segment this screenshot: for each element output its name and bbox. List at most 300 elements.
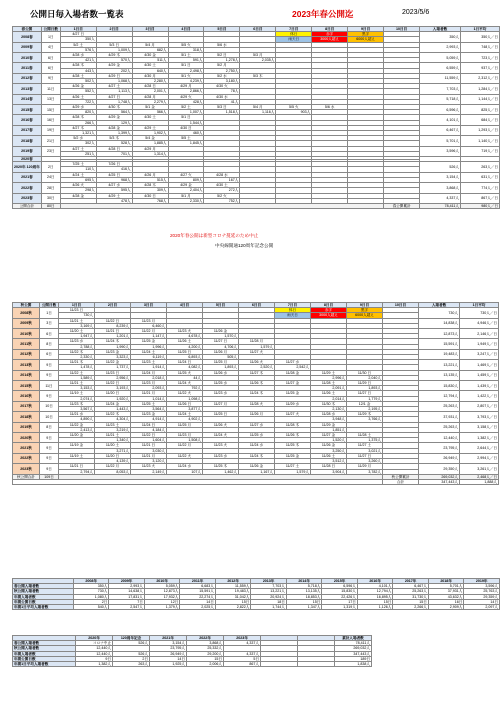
column-header: 2019年 xyxy=(464,579,500,584)
table-cell: 1,382人 xyxy=(76,662,113,667)
column-header: 2018年 xyxy=(428,579,464,584)
season-total: 5,718人 xyxy=(420,94,461,104)
day-visitors: 78人 xyxy=(204,89,240,94)
day-date: 11/26 日 xyxy=(167,401,203,406)
day-date: 11/22 金 xyxy=(59,422,95,427)
grand-average: 1,888人 xyxy=(460,479,499,484)
season-total: 25,263人 xyxy=(419,422,460,432)
day-visitors: 2,413人 xyxy=(59,427,95,432)
day-date: 11/29 日 xyxy=(347,381,383,386)
day-date: 11/23 土 xyxy=(131,360,167,365)
season-year: 2012春 xyxy=(13,73,42,83)
column-header: 2023年 xyxy=(224,636,261,641)
daily-average: 1,144人／日 xyxy=(460,94,499,104)
season-year: 2018春 xyxy=(13,136,42,146)
day-date: 5/5 土 xyxy=(168,136,204,141)
day-visitors: 8,053人 xyxy=(95,469,131,474)
day-date: 11/19 金 xyxy=(59,443,95,448)
column-header: 2010年 xyxy=(144,579,180,584)
day-date: 5/3 月 xyxy=(240,53,276,58)
season-year: 2016秋 xyxy=(13,391,40,401)
column-header: 2008年 xyxy=(74,579,109,584)
day-date: 11/25 金 xyxy=(275,453,311,458)
day-visitors: 3,271人 xyxy=(95,448,131,453)
day-date: 11/22 火 xyxy=(167,391,203,396)
day-visitors: 570人 xyxy=(96,58,132,63)
day-date: 11/24 日 xyxy=(167,360,203,365)
day-visitors: 820人 xyxy=(60,110,96,115)
day-date: 4/28 月 xyxy=(132,94,168,99)
day-date: 5/1 土 xyxy=(168,53,204,58)
table-cell: 2日 xyxy=(74,599,109,604)
day-visitors: 682人 xyxy=(132,47,168,52)
table-cell: 22,426人 xyxy=(322,594,358,599)
daily-average: 730人／日 xyxy=(460,308,499,318)
row-label: 年間1日平均入場者数 xyxy=(13,605,74,610)
day-date: 4/29 木 xyxy=(96,53,132,58)
day-visitors: 4,678人 xyxy=(167,334,203,339)
day-date: 11/21 日 xyxy=(95,329,131,334)
day-date: 11/25 日 xyxy=(167,349,203,354)
day-date: 4/27 水 xyxy=(96,183,132,188)
day-visitors: 443人 xyxy=(60,68,96,73)
day-date: 11/30 日 xyxy=(347,370,383,375)
day-date: 11/29 土 xyxy=(311,370,347,375)
day-date: 11/24 木 xyxy=(95,339,131,344)
daily-average: 3,158人／日 xyxy=(460,422,499,432)
day-date: 12/1 金 xyxy=(347,401,383,406)
day-visitors: 2,149人 xyxy=(131,469,167,474)
day-visitors: 528人 xyxy=(96,141,132,146)
day-visitors: 2,520人 xyxy=(239,365,275,370)
column-header: 2020年 xyxy=(76,636,113,641)
day-date: 11/28 日 xyxy=(311,464,347,469)
table-cell: 15,830人 xyxy=(322,589,358,594)
day-date: 11/25 水 xyxy=(203,381,239,386)
season-total: 3,868人 xyxy=(420,183,461,193)
column-header: 2013年 xyxy=(251,579,287,584)
table-cell: コロナ中止 xyxy=(76,641,113,646)
table-cell: 269,032人 xyxy=(335,646,372,651)
day-date: 11/23 水 xyxy=(203,391,239,396)
table-cell: 31,730人 xyxy=(393,594,429,599)
day-visitors: 202人 xyxy=(96,68,132,73)
day-date: 4/24 土 xyxy=(60,172,96,177)
day-date: 4/28 金 xyxy=(60,193,96,198)
daily-average: 723人／日 xyxy=(460,53,499,63)
day-date: 11/20 土 xyxy=(59,329,95,334)
day-date: 11/26 水 xyxy=(203,370,239,375)
day-date: 11/27 水 xyxy=(239,422,275,427)
table-cell: 5,059人 xyxy=(144,584,180,589)
day-date: 11/23 土 xyxy=(95,422,131,427)
day-date: 11/27 日 xyxy=(347,453,383,458)
day-date: 11/23 日 xyxy=(59,308,95,313)
day-visitors: 1,544人 xyxy=(168,120,204,125)
open-days: 16日 xyxy=(41,115,60,125)
cumulative-total: 78,411人 xyxy=(420,203,461,208)
row-label: 年間公開日数 xyxy=(13,599,74,604)
column-header: 累計入場者数 xyxy=(335,636,372,641)
day-visitors: 3,030人 xyxy=(131,448,167,453)
spring-range-title: 2023年春公開迄 xyxy=(292,9,354,19)
table-row xyxy=(13,605,500,610)
day-visitors: 302人 xyxy=(60,141,96,146)
table-cell: 11,559人 xyxy=(215,584,251,589)
day-visitors: 2,001人 xyxy=(132,89,168,94)
day-visitors: 3,564人 xyxy=(131,407,167,412)
day-visitors: 3,323人 xyxy=(95,355,131,360)
table-cell: 526人 xyxy=(113,651,150,656)
column-header: 2021年 xyxy=(150,636,187,641)
day-date: 11/29 月 xyxy=(347,464,383,469)
open-days: 21日 xyxy=(41,136,60,146)
day-visitors: 3,877人 xyxy=(167,407,203,412)
column-header: 3日目 xyxy=(131,303,167,308)
day-date: 11/26 金 xyxy=(311,443,347,448)
day-visitors: 2,035人 xyxy=(240,58,276,63)
open-days: 9日 xyxy=(40,453,59,463)
day-date: 11/26 月 xyxy=(239,412,275,417)
day-visitors: 1,399人 xyxy=(96,131,132,136)
day-date: 5/4 月 xyxy=(132,42,168,47)
day-visitors: 1,508人 xyxy=(167,438,203,443)
day-visitors: 8,239人 xyxy=(95,323,131,328)
yearly-summary-table xyxy=(12,578,500,610)
day-visitors: 129人 xyxy=(96,120,132,125)
open-days: 8日 xyxy=(40,339,59,349)
column-header: 7日目 xyxy=(275,303,311,308)
day-date: 5/5 火 xyxy=(276,105,312,110)
day-date: 4/29 金 xyxy=(168,183,204,188)
table-cell xyxy=(298,662,335,667)
day-date: 5/4 金 xyxy=(132,136,168,141)
total-days: 109日 xyxy=(40,474,59,479)
day-visitors: 3,219人 xyxy=(95,427,131,432)
column-header: 120周年記念 xyxy=(113,636,150,641)
day-visitors: 4,914人 xyxy=(131,417,167,422)
season-year: 2013春 xyxy=(13,84,42,94)
day-date: 4/29 土 xyxy=(132,125,168,130)
day-date: 11/22 木 xyxy=(95,412,131,417)
daily-average: 774人／日 xyxy=(460,183,499,193)
day-date: 4/29 日 xyxy=(96,73,132,78)
daily-average: 2,644人／日 xyxy=(460,443,499,453)
row-label: 春公開入場者数 xyxy=(13,641,76,646)
table-cell: 730人 xyxy=(74,589,109,594)
day-visitors: 3,782人 xyxy=(347,469,383,474)
day-visitors: 968人 xyxy=(96,177,132,182)
day-date: 11/28 土 xyxy=(347,433,383,438)
day-date: 4/26 火 xyxy=(60,183,96,188)
table-cell: 17日 xyxy=(322,599,358,604)
table-cell: 2,993人 xyxy=(109,584,145,589)
day-date: 4/26 土 xyxy=(60,94,96,99)
day-visitors: 3,260人 xyxy=(347,459,383,464)
day-date: 赤字 xyxy=(312,32,348,37)
day-visitors: 6,893人 xyxy=(167,355,203,360)
day-visitors: 1,007人 xyxy=(168,110,204,115)
column-header: 1日平均 xyxy=(460,303,499,308)
daily-average: 350人／日 xyxy=(460,32,499,42)
season-total: 15,591人 xyxy=(419,339,460,349)
day-date: 11/21 月 xyxy=(131,391,167,396)
page-header xyxy=(12,8,492,22)
day-date: 4/30 土 xyxy=(204,183,240,188)
day-date: 11/27 木 xyxy=(239,370,275,375)
day-visitors: 1,851人 xyxy=(311,427,347,432)
day-date: 5/6 水 xyxy=(312,105,348,110)
day-date: 11/29 水 xyxy=(275,401,311,406)
daily-average: 684人／日 xyxy=(460,115,499,125)
day-visitors: 3,250人 xyxy=(311,448,347,453)
day-date: 11/25 月 xyxy=(167,422,203,427)
day-visitors: 1,201人 xyxy=(95,334,131,339)
season-year: 2012秋 xyxy=(13,349,40,359)
daily-average: 1,469人／日 xyxy=(460,360,499,370)
day-date: 4/27 木 xyxy=(60,125,96,130)
season-year: 2019春 xyxy=(13,146,42,156)
day-date: 11/24 火 xyxy=(203,433,239,438)
day-visitors: 1,748人 xyxy=(96,99,132,104)
column-header: 9日目 xyxy=(347,303,383,308)
day-date: 11/23 火 xyxy=(203,443,239,448)
day-visitors: 695人 xyxy=(60,177,96,182)
season-total: 11,559人 xyxy=(420,73,461,83)
table-cell: 18日 xyxy=(251,599,287,604)
daily-average: 1,293人／日 xyxy=(460,125,499,135)
table-cell: 6,596人 xyxy=(322,584,358,589)
day-date: 11/22 月 xyxy=(131,329,167,334)
open-days: 9日 xyxy=(40,360,59,370)
season-year: 2014秋 xyxy=(13,370,40,380)
day-visitors: 792人 xyxy=(167,386,203,391)
day-visitors: 1,375人 xyxy=(347,438,383,443)
daily-average: 2,994人／日 xyxy=(460,453,499,463)
day-date: 11/24 土 xyxy=(131,349,167,354)
day-date: 11/24 木 xyxy=(239,391,275,396)
day-date: 11/27 金 xyxy=(311,433,347,438)
season-total: 19,483人 xyxy=(419,349,460,359)
total-row xyxy=(13,203,500,208)
table-cell: 25,263人 xyxy=(393,589,429,594)
day-visitors: 1,947人 xyxy=(59,334,95,339)
season-total: 12,794人 xyxy=(419,391,460,401)
day-visitors: 428人 xyxy=(168,99,204,104)
day-visitors: 1,579人 xyxy=(239,344,275,349)
daily-average: 748人／日 xyxy=(460,42,499,52)
day-date: 11/24 水 xyxy=(167,464,203,469)
day-date: 11/24 土 xyxy=(167,412,203,417)
day-visitors: 4,706人 xyxy=(203,344,239,349)
day-date: 4/29 水 xyxy=(60,105,96,110)
day-date: 11/25 金 xyxy=(275,391,311,396)
day-date: 11/20 土 xyxy=(95,443,131,448)
day-date: 11/20 金 xyxy=(59,433,95,438)
daily-average: 1,140人／日 xyxy=(460,136,499,146)
season-year: 2009秋 xyxy=(13,318,40,328)
season-total: 5,701人 xyxy=(420,136,461,146)
table-cell: 14日 xyxy=(180,599,216,604)
day-date: 11/19 土 xyxy=(59,391,95,396)
daily-average: 263人／日 xyxy=(460,162,499,172)
day-visitors: 1,579人 xyxy=(275,469,311,474)
row-label: 秋公開入場者数 xyxy=(13,646,76,651)
day-date: 11/21 月 xyxy=(131,453,167,458)
season-total: 12,440人 xyxy=(419,433,460,443)
day-date: 11/25 火 xyxy=(167,370,203,375)
day-visitors: 1,520人 xyxy=(311,438,347,443)
day-date: 11/23 金 xyxy=(131,412,167,417)
day-date: 11/23 月 xyxy=(131,318,167,323)
season-year: 2023春 xyxy=(13,193,42,203)
day-visitors: 41人 xyxy=(204,99,240,104)
column-header: 2日目 xyxy=(95,303,131,308)
day-visitors: 251人 xyxy=(60,151,96,156)
day-visitors: 2,788人 xyxy=(59,344,95,349)
day-visitors: 2,996人 xyxy=(311,375,347,380)
day-date: 11/26 木 xyxy=(275,433,311,438)
daily-average: 1,439人／日 xyxy=(460,381,499,391)
column-header: 2014年 xyxy=(286,579,322,584)
day-date: 4/29 火 xyxy=(168,94,204,99)
table-cell: 1,319人 xyxy=(322,605,358,610)
day-date: 11/24 日 xyxy=(131,422,167,427)
day-visitors: 2,093人 xyxy=(131,386,167,391)
day-visitors: 1,885人 xyxy=(132,141,168,146)
cumulative-average: 980人／日 xyxy=(460,203,499,208)
day-visitors: 318人 xyxy=(168,47,204,52)
day-visitors: 1,009人 xyxy=(96,47,132,52)
day-date: 7/26 日 xyxy=(96,162,132,167)
total-days: 80日 xyxy=(41,203,60,208)
day-date: 11/27 日 xyxy=(203,339,239,344)
day-visitors: 1,518人 xyxy=(204,110,240,115)
table-cell: 4,337人 xyxy=(224,651,261,656)
day-date: 5/5 火 xyxy=(168,42,204,47)
day-date: 11/26 土 xyxy=(311,391,347,396)
table-cell: 867人 xyxy=(224,662,261,667)
season-year: 2020年 120周年 xyxy=(13,162,42,172)
season-year: 2017秋 xyxy=(13,401,40,411)
day-visitors: 1,914人 xyxy=(131,365,167,370)
table-cell: 3,868人 xyxy=(187,641,224,646)
day-visitors: 1,314人 xyxy=(132,151,168,156)
day-date: 4/30 土 xyxy=(132,115,168,120)
table-row xyxy=(13,662,372,667)
day-date: 5/1 金 xyxy=(132,105,168,110)
day-date: 4/27 日 xyxy=(96,94,132,99)
day-date: 4/26 月 xyxy=(132,172,168,177)
day-date: 4/28 木 xyxy=(60,115,96,120)
day-visitors: 6000人超え xyxy=(347,313,383,318)
day-date: 11/19 土 xyxy=(59,453,95,458)
day-date: 4/27 土 xyxy=(60,146,96,151)
day-visitors: 640人 xyxy=(132,68,168,73)
table-cell: 22,274人 xyxy=(180,594,216,599)
day-date: 11/21 水 xyxy=(59,412,95,417)
day-date: 11/25 月 xyxy=(203,360,239,365)
season-year: 2022春 xyxy=(13,183,42,193)
open-days: 1日 xyxy=(41,32,60,42)
column-header: 入場者数 xyxy=(420,27,461,32)
column-header: 6日目 xyxy=(240,27,276,32)
season-year: 2020春 xyxy=(13,157,42,162)
day-visitors: 2,404人 xyxy=(168,188,204,193)
open-days: 9日 xyxy=(40,443,59,453)
day-date: 5/3 日 xyxy=(96,42,132,47)
season-year: 2018秋 xyxy=(13,412,40,422)
day-visitors: 1,113人 xyxy=(96,89,132,94)
day-date: 11/29 木 xyxy=(347,412,383,417)
table-cell xyxy=(261,662,298,667)
day-date: 11/21 木 xyxy=(59,360,95,365)
open-days: 28日 xyxy=(41,183,60,193)
day-visitors: 4,239人 xyxy=(168,79,204,84)
column-header: 秋公開 xyxy=(13,303,40,308)
day-date: 11/22 日 xyxy=(131,433,167,438)
day-visitors: 272人 xyxy=(204,188,240,193)
day-date: 5/6 水 xyxy=(204,42,240,47)
table-cell: 2日 xyxy=(113,656,150,661)
table-cell: 25,763人 xyxy=(464,589,500,594)
day-date: 11/23 月 xyxy=(167,433,203,438)
day-date: 休日 xyxy=(275,308,311,313)
table-cell: 3,154人 xyxy=(150,641,187,646)
table-cell: 43,632人 xyxy=(428,594,464,599)
table-cell: 1,925人 xyxy=(150,662,187,667)
daily-average: 2,312人／日 xyxy=(460,73,499,83)
day-visitors: 1,098人 xyxy=(167,396,203,401)
table-cell: 6,467人 xyxy=(393,584,429,589)
table-cell: 1,838人 xyxy=(335,662,372,667)
table-cell: 15,591人 xyxy=(180,589,216,594)
day-visitors: 4,139人 xyxy=(95,459,131,464)
day-visitors: 2,750人 xyxy=(204,68,240,73)
season-year: 2017春 xyxy=(13,125,42,135)
grand-total: 347,443人 xyxy=(419,479,460,484)
open-days: 11日 xyxy=(40,381,59,391)
day-visitors: 1,920人 xyxy=(95,396,131,401)
row-label: 春公開入場者数 xyxy=(13,584,74,589)
day-date: 11/27 土 xyxy=(347,443,383,448)
open-days: 15日 xyxy=(41,105,60,115)
table-cell: 2,909人 xyxy=(428,605,464,610)
page-title: 公開日毎入場者数一覧表 xyxy=(30,9,124,19)
table-cell: 25,332人 xyxy=(187,646,224,651)
day-date: 11/21 日 xyxy=(59,464,95,469)
cumulative-total: 269,032人 xyxy=(419,474,460,479)
table-cell: 14日 xyxy=(464,599,500,604)
day-visitors: 6000人超え xyxy=(348,37,384,42)
row-label: 年間入場者数 xyxy=(13,594,74,599)
day-date: 4/29 月 xyxy=(132,146,168,151)
day-visitors: 730人 xyxy=(59,313,95,318)
open-days: 6日 xyxy=(41,53,60,63)
total-label: 秋公開合計 xyxy=(13,474,40,479)
anniversary-note: 中央線開通120周年記念公開 xyxy=(215,243,274,248)
day-visitors: 502人 xyxy=(60,79,96,84)
table-cell: 13,135人 xyxy=(286,589,322,594)
day-visitors: 3,180人 xyxy=(204,79,240,84)
row-label: 年間公開日数 xyxy=(13,656,76,661)
day-visitors: 3000人超え xyxy=(311,313,347,318)
column-header: 7日目 xyxy=(276,27,312,32)
table-cell: 6,683人 xyxy=(180,584,216,589)
day-visitors: 903人 xyxy=(276,110,312,115)
table-cell: 5,701人 xyxy=(428,584,464,589)
day-visitors: 421人 xyxy=(60,58,96,63)
